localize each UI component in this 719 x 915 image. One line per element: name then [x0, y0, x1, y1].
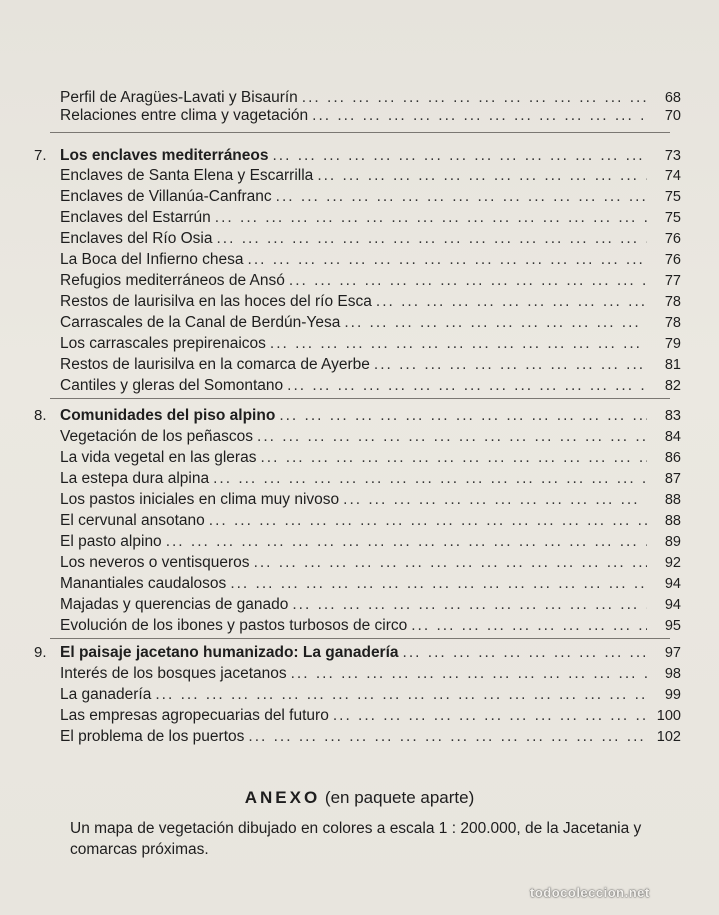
leader-dots [254, 553, 647, 573]
leader-dots [230, 574, 647, 594]
toc-entry [60, 271, 681, 291]
toc-entry-page: 88 [664, 492, 681, 508]
toc-entry-page: 81 [664, 357, 681, 373]
toc-entry-title: Los neveros o ventisqueros [60, 554, 250, 571]
leader-dots [292, 595, 647, 615]
toc-entry-page: 79 [664, 336, 681, 352]
chapter-heading [34, 406, 681, 426]
toc-entry-title: Refugios mediterráneos de Ansó [60, 272, 285, 289]
toc-entry-page: 76 [664, 231, 681, 247]
leader-dots [343, 490, 647, 510]
toc-entry-title: Las empresas agropecuarias del futuro [60, 707, 329, 724]
toc-entry [60, 727, 681, 747]
toc-entry-page: 77 [664, 273, 681, 289]
leader-dots [317, 166, 647, 186]
chapter-page: 97 [664, 645, 681, 661]
toc-entry-page: 68 [664, 90, 681, 106]
toc-entry-title: Interés de los bosques jacetanos [60, 665, 287, 682]
toc-entry-title: Manantiales caudalosos [60, 575, 227, 592]
toc-entry-title: Restos de laurisilva en la comarca de Ayerbe [60, 356, 370, 373]
toc-entry-title: Enclaves de Villanúa-Canfranc [60, 188, 272, 205]
toc-entry-page: 88 [664, 513, 681, 529]
toc-entry-title: La Boca del Infierno chesa [60, 251, 244, 268]
toc-entry-page: 75 [664, 189, 681, 205]
leader-dots [217, 229, 648, 249]
toc-entry-title: Restos de laurisilva en las hoces del río Esca [60, 293, 372, 310]
toc-entry-title: Majadas y querencias de ganado [60, 596, 289, 613]
toc-entry-title: El pasto alpino [60, 533, 162, 550]
leader-dots [411, 616, 647, 636]
toc-entry-page: 95 [664, 618, 681, 634]
toc-entry-title: Enclaves de Santa Elena y Escarrilla [60, 167, 314, 184]
toc-entry-title: El cervunal ansotano [60, 512, 205, 529]
toc-entry-title: Perfil de Aragües-Lavati y Bisaurín [60, 89, 298, 106]
toc-entry [60, 511, 681, 531]
toc-entry [60, 616, 681, 636]
section-divider [50, 638, 670, 639]
toc-entry-page: 92 [664, 555, 681, 571]
toc-entry-title: La ganadería [60, 686, 152, 703]
leader-dots [279, 406, 647, 426]
toc-entry-page: 70 [664, 108, 681, 124]
toc-entry-title: La vida vegetal en las gleras [60, 449, 257, 466]
annex-subtitle: (en paquete aparte) [324, 788, 475, 807]
leader-dots [276, 187, 647, 207]
chapter-page: 83 [664, 408, 681, 424]
toc-entry-page: 94 [664, 597, 681, 613]
leader-dots [257, 427, 647, 447]
chapter-heading [34, 146, 681, 166]
leader-dots [166, 532, 647, 552]
leader-dots [213, 469, 647, 489]
toc-entry-page: 78 [664, 294, 681, 310]
toc-entry [60, 532, 681, 552]
toc-entry [60, 376, 681, 396]
toc-entry-page: 75 [664, 210, 681, 226]
toc-entry-page: 99 [664, 687, 681, 703]
toc-entry [60, 574, 681, 594]
toc-entry-page: 89 [664, 534, 681, 550]
leader-dots [248, 727, 647, 747]
toc-entry-title: La estepa dura alpina [60, 470, 210, 487]
toc-entry [60, 292, 681, 312]
leader-dots [289, 271, 647, 291]
leader-dots [374, 355, 647, 375]
annex-description: Un mapa de vegetación dibujado en colores a escala 1 : 200.000, de la Jacetania y comarcas próximas. [70, 820, 642, 858]
chapter-number: 8. [34, 407, 47, 424]
toc-entry-title: Los pastos iniciales en clima muy nivoso [60, 491, 340, 508]
toc-entry [60, 106, 681, 126]
toc-entry [60, 313, 681, 333]
toc-entry [60, 250, 681, 270]
toc-entry [60, 664, 681, 684]
toc-entry [60, 229, 681, 249]
toc-entry [60, 553, 681, 573]
toc-entry-title: Vegetación de los peñascos [60, 428, 254, 445]
toc-entry-page: 74 [664, 168, 681, 184]
leader-dots [270, 334, 647, 354]
toc-entry [60, 469, 681, 489]
toc-entry-title: Evolución de los ibones y pastos turbosos de circo [60, 617, 408, 634]
toc-entry-title: Enclaves del Río Osia [60, 230, 213, 247]
toc-entry-page: 78 [664, 315, 681, 331]
toc-entry-title: Cantiles y gleras del Somontano [60, 377, 284, 394]
toc-entry [60, 490, 681, 510]
chapter-number: 7. [34, 147, 47, 164]
toc-entry-page: 87 [664, 471, 681, 487]
leader-dots [155, 685, 647, 705]
leader-dots [215, 208, 647, 228]
toc-entry [60, 685, 681, 705]
toc-entry-page: 102 [656, 729, 681, 745]
section-divider [50, 398, 670, 399]
toc-entry-page: 86 [664, 450, 681, 466]
toc-entry-title: Relaciones entre clima y vagetación [60, 107, 309, 124]
leader-dots [376, 292, 647, 312]
toc-entry [60, 88, 681, 108]
chapter-number: 9. [34, 644, 47, 661]
toc-entry [60, 334, 681, 354]
toc-entry-page: 94 [664, 576, 681, 592]
toc-entry [60, 595, 681, 615]
toc-entry [60, 448, 681, 468]
section-divider [50, 132, 670, 133]
leader-dots [291, 664, 647, 684]
toc-entry-title: El problema de los puertos [60, 728, 245, 745]
toc-entry-title: Carrascales de la Canal de Berdún-Yesa [60, 314, 341, 331]
annex-heading [0, 788, 719, 808]
toc-entry-page: 84 [664, 429, 681, 445]
toc-entry [60, 706, 681, 726]
toc-entry-title: Enclaves del Estarrún [60, 209, 211, 226]
chapter-title: Los enclaves mediterráneos [60, 147, 269, 164]
leader-dots [344, 313, 647, 333]
leader-dots [333, 706, 647, 726]
leader-dots [302, 88, 647, 108]
toc-entry [60, 208, 681, 228]
toc-entry-page: 82 [664, 378, 681, 394]
annex-title: ANEXO [244, 788, 321, 807]
leader-dots [248, 250, 647, 270]
toc-entry [60, 166, 681, 186]
leader-dots [273, 146, 648, 166]
leader-dots [260, 448, 647, 468]
toc-entry [60, 355, 681, 375]
toc-entry [60, 427, 681, 447]
watermark-logo: todocoleccion.net [530, 885, 650, 900]
chapter-title: El paisaje jacetano humanizado: La ganadería [60, 644, 399, 661]
leader-dots [209, 511, 647, 531]
chapter-heading [34, 643, 681, 663]
chapter-title: Comunidades del piso alpino [60, 407, 276, 424]
toc-entry-page: 98 [664, 666, 681, 682]
leader-dots [403, 643, 647, 663]
toc-entry-page: 76 [664, 252, 681, 268]
toc-entry [60, 187, 681, 207]
toc-entry-title: Los carrascales prepirenaicos [60, 335, 266, 352]
leader-dots [287, 376, 647, 396]
leader-dots [312, 106, 647, 126]
toc-entry-page: 100 [656, 708, 681, 724]
chapter-page: 73 [664, 148, 681, 164]
